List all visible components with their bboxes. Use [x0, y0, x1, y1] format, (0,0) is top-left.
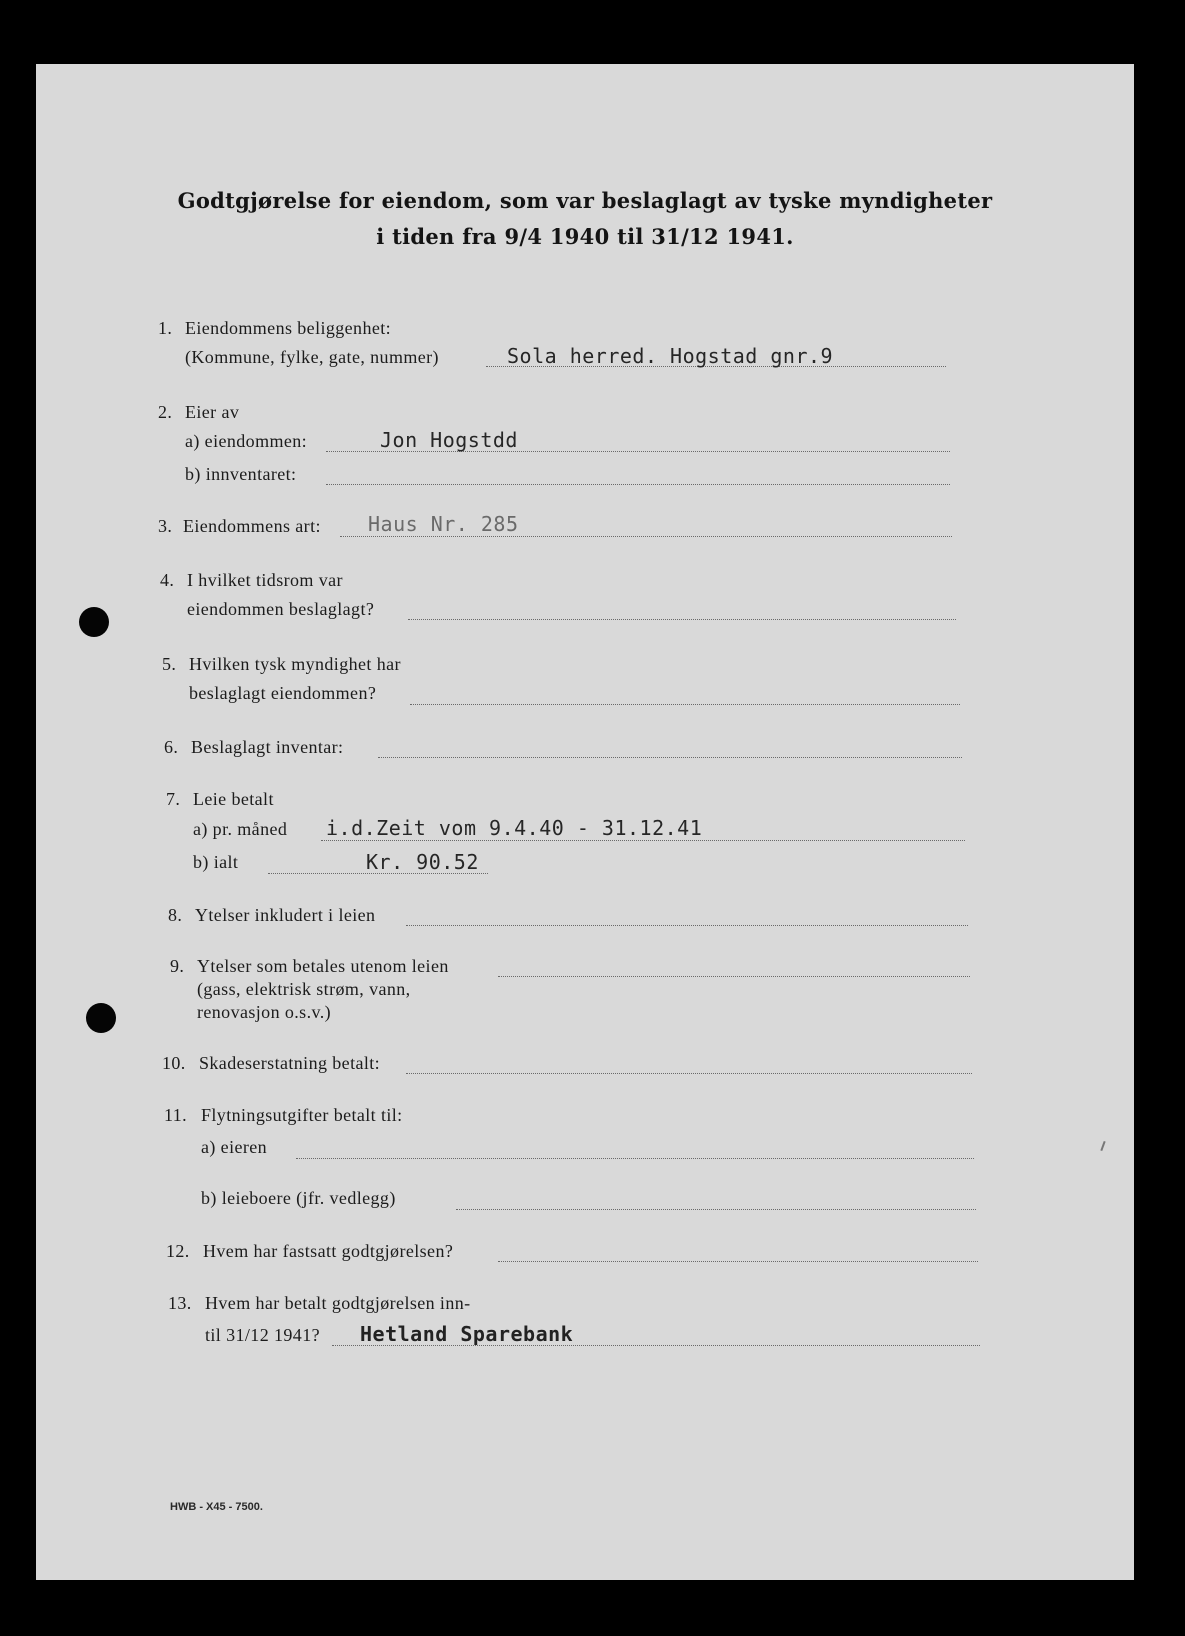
- q8-number: 8.: [168, 905, 183, 925]
- q1-number: 1.: [158, 318, 173, 338]
- q1-sublabel: (Kommune, fylke, gate, nummer): [185, 347, 439, 367]
- q9-number: 9.: [170, 956, 185, 976]
- form-page: [36, 64, 1134, 1580]
- q12-label: Hvem har fastsatt godtgjørelsen?: [203, 1241, 454, 1261]
- q13-label: Hvem har betalt godtgjørelsen inn-: [205, 1293, 471, 1313]
- q11b-label: b) leieboere (jfr. vedlegg): [201, 1188, 396, 1208]
- q2-label: Eier av: [185, 402, 240, 422]
- punch-hole-lower: [86, 1003, 116, 1033]
- q4-answer-line: [408, 619, 956, 620]
- q7b-answer: Kr. 90.52: [366, 850, 479, 874]
- q2a-label: a) eiendommen:: [185, 431, 308, 451]
- q13-number: 13.: [168, 1293, 192, 1313]
- q11b-answer-line: [456, 1209, 976, 1210]
- q11-number: 11.: [164, 1105, 188, 1125]
- paper-mark: [1100, 1141, 1105, 1151]
- form-title-line1: Godtgjørelse for eiendom, som var beslaglagt av tyske myndigheter: [177, 188, 993, 213]
- q7a-answer: i.d.Zeit vom 9.4.40 - 31.12.41: [326, 816, 703, 840]
- q9-label2: (gass, elektrisk strøm, vann,: [197, 979, 411, 999]
- q3-answer: Haus Nr. 285: [368, 512, 519, 536]
- q4-label2: eiendommen beslaglagt?: [187, 599, 375, 619]
- q9-label: Ytelser som betales utenom leien: [197, 956, 449, 976]
- q2-number: 2.: [158, 402, 173, 422]
- q8-answer-line: [406, 925, 968, 926]
- q9-answer-line: [498, 976, 970, 977]
- q11-label: Flytningsutgifter betalt til:: [201, 1105, 403, 1125]
- q7-label: Leie betalt: [193, 789, 274, 809]
- q2b-answer-line: [326, 484, 950, 485]
- q5-label: Hvilken tysk myndighet har: [189, 654, 401, 674]
- q5-answer-line: [410, 704, 960, 705]
- q7b-label: b) ialt: [193, 852, 239, 872]
- q7a-label: a) pr. måned: [193, 819, 288, 839]
- q12-number: 12.: [166, 1241, 190, 1261]
- q3-label: Eiendommens art:: [183, 516, 321, 536]
- q1-answer: Sola herred. Hogstad gnr.9: [507, 344, 834, 368]
- q8-label: Ytelser inkludert i leien: [195, 905, 376, 925]
- q10-answer-line: [406, 1073, 972, 1074]
- q7-number: 7.: [166, 789, 181, 809]
- q2b-label: b) innventaret:: [185, 464, 297, 484]
- q11a-answer-line: [296, 1158, 974, 1159]
- q2a-answer: Jon Hogstdd: [380, 428, 518, 452]
- q3-answer-line: [340, 536, 952, 537]
- q6-number: 6.: [164, 737, 179, 757]
- q12-answer-line: [498, 1261, 978, 1262]
- q6-label: Beslaglagt inventar:: [191, 737, 344, 757]
- q11a-label: a) eieren: [201, 1137, 268, 1157]
- q13-label2: til 31/12 1941?: [205, 1325, 320, 1345]
- q9-label3: renovasjon o.s.v.): [197, 1002, 332, 1022]
- q4-label: I hvilket tidsrom var: [187, 570, 343, 590]
- q7a-answer-line: [321, 840, 965, 841]
- q5-label2: beslaglagt eiendommen?: [189, 683, 377, 703]
- q6-answer-line: [378, 757, 962, 758]
- form-footer-code: HWB - X45 - 7500.: [170, 1501, 263, 1513]
- q13-answer: Hetland Sparebank: [360, 1322, 574, 1346]
- punch-hole-upper: [79, 607, 109, 637]
- form-title-line2: i tiden fra 9/4 1940 til 31/12 1941.: [376, 224, 794, 249]
- q4-number: 4.: [160, 570, 175, 590]
- q5-number: 5.: [162, 654, 177, 674]
- q10-label: Skadeserstatning betalt:: [199, 1053, 381, 1073]
- q1-label: Eiendommens beliggenhet:: [185, 318, 392, 338]
- q10-number: 10.: [162, 1053, 186, 1073]
- q3-number: 3.: [158, 516, 173, 536]
